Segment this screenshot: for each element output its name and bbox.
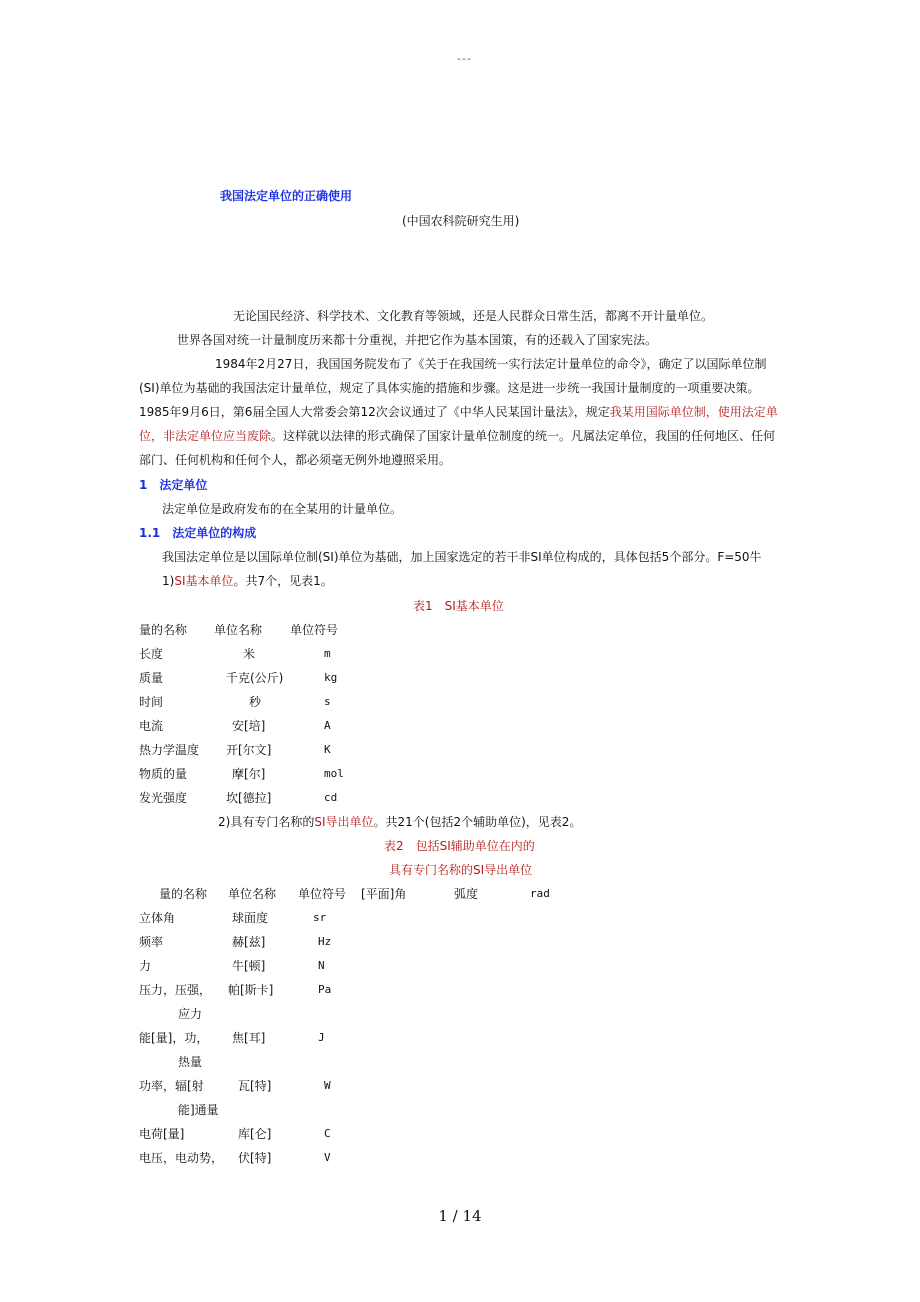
table-2-cell: J (318, 1031, 325, 1044)
table-1-cell: kg (324, 671, 338, 684)
table-1-header-unit: 单位名称 (214, 623, 263, 637)
table-2-cell: sr (313, 911, 327, 924)
table-2-cell: 赫[兹] (232, 935, 266, 949)
table-1-cell: 千克(公斤) (226, 671, 284, 685)
table-1-caption: 表1 SI基本单位 (413, 599, 504, 613)
table-2-cell: 球面度 (232, 911, 269, 925)
intro-paragraph-3-text-b: 。这样就以法律的形式确保了国家计量单位制度的统一。凡属法定单位，我国的任何地区、任何部门、任何机构和任何个人，都必须毫无例外地遵照采用。 (139, 429, 776, 467)
table-2-caption-line-2: 具有专门名称的SI导出单位 (389, 863, 533, 877)
document-subtitle: (中国农科院研究生用) (402, 214, 520, 228)
table-2-cell: Pa (318, 983, 332, 996)
table-1-cell: s (324, 695, 331, 708)
item-1-suffix: 。共7个，见表1。 (233, 574, 333, 588)
table-1-cell: 摩[尔] (232, 767, 266, 781)
document-title: 我国法定单位的正确使用 (220, 189, 353, 203)
section-1-1-heading: 1.1 法定单位的构成 (139, 526, 257, 540)
table-2-cell: V (324, 1151, 331, 1164)
table-2-cell: Hz (318, 935, 332, 948)
table-2-header-plane-angle: [平面]角 (361, 887, 407, 901)
table-2-cell: 力 (139, 959, 152, 973)
section-1-1-text: 我国法定单位是以国际单位制(SI)单位为基础，加上国家选定的若干非SI单位构成的，具体包括5个部分。F=50牛 (162, 550, 762, 564)
table-1-cell: K (324, 743, 331, 756)
table-2-cell: 压力，压强， (139, 983, 212, 997)
intro-paragraph-2: 世界各国对统一计量制度历来都十分重视，并把它作为基本国策，有的还载入了国家宪法。 (177, 333, 658, 347)
section-1-text: 法定单位是政府发布的在全某用的计量单位。 (162, 502, 403, 516)
table-2-cell: 功率，辐[射 (139, 1079, 204, 1093)
header-mark: --- (457, 52, 472, 65)
page-number: 1 / 14 (438, 1207, 482, 1225)
table-2-header-rad: rad (530, 887, 550, 900)
table-2-header-unit: 单位名称 (228, 887, 277, 901)
table-2-header-symbol: 单位符号 (298, 887, 347, 901)
item-1 (162, 573, 333, 589)
table-1-cell: 米 (243, 647, 256, 661)
table-1-cell: 物质的量 (139, 767, 188, 781)
intro-paragraph-1: 无论国民经济、科学技术、文化教育等领域，还是人民群众日常生活，都离不开计量单位。 (233, 309, 714, 323)
table-2-cell: C (324, 1127, 331, 1140)
table-1-header-quantity: 量的名称 (139, 623, 188, 637)
table-1-cell: 坎[德拉] (226, 791, 272, 805)
table-2-cell: 立体角 (139, 911, 176, 925)
table-2-cell: 牛[顿] (232, 959, 266, 973)
section-1-heading: 1 法定单位 (139, 478, 208, 492)
table-2-cell: 能[量]，功， (139, 1031, 209, 1045)
table-2-cell: 伏[特] (238, 1151, 272, 1165)
table-2-cell: 帕[斯卡] (228, 983, 274, 997)
item-2-highlight: SI导出单位 (314, 815, 374, 829)
table-2-cell: 电压，电动势， (139, 1151, 224, 1165)
table-1-cell: 热力学温度 (139, 743, 200, 757)
item-2 (218, 814, 581, 830)
table-1-cell: cd (324, 791, 338, 804)
table-1-cell: mol (324, 767, 344, 780)
table-2-cell: 热量 (178, 1055, 203, 1069)
table-1-cell: 时间 (139, 695, 164, 709)
intro-paragraph-3-text-a: 1984年2月27日，我国国务院发布了《关于在我国统一实行法定计量单位的命令》，确定了以国际单位制(SI)单位为基础的我国法定计量单位，规定了具体实施的措施和步骤。这是进一步统一我国计量制度的一项重要决策。1985年9月6日，第6届全国人大常委会第12次会议通过了《中华人民某国计量法》，规定 (139, 357, 767, 419)
table-2-cell: W (324, 1079, 331, 1092)
item-2-suffix: 。共21个(包括2个辅助单位)，见表2。 (373, 815, 582, 829)
table-2-cell: 应力 (178, 1007, 203, 1021)
table-2-cell: 焦[耳] (232, 1031, 266, 1045)
table-2-cell: N (318, 959, 325, 972)
item-1-highlight: SI基本单位 (174, 574, 234, 588)
item-1-prefix: 1) (162, 574, 175, 588)
intro-paragraph-3 (139, 352, 781, 472)
table-2-cell: 瓦[特] (238, 1079, 272, 1093)
intro-paragraph-3-highlight: 我某用国际单位制，使用法定单位，非法定单位应当废除 (139, 405, 778, 443)
table-1-cell: 电流 (139, 719, 164, 733)
table-2-caption-line-1: 表2 包括SI辅助单位在内的 (384, 839, 535, 853)
table-1-cell: m (324, 647, 331, 660)
item-2-prefix: 2)具有专门名称的 (218, 815, 315, 829)
table-2-header-radian: 弧度 (454, 887, 479, 901)
table-1-cell: A (324, 719, 331, 732)
table-2-cell: 库[仑] (238, 1127, 272, 1141)
table-2-cell: 频率 (139, 935, 164, 949)
table-2-cell: 能]通量 (178, 1103, 219, 1117)
table-1-cell: 质量 (139, 671, 164, 685)
table-2-cell: 电荷[量] (139, 1127, 185, 1141)
table-2-header-quantity: 量的名称 (159, 887, 208, 901)
table-1-cell: 开[尔文] (226, 743, 272, 757)
table-1-cell: 秒 (249, 695, 262, 709)
table-1-cell: 发光强度 (139, 791, 188, 805)
table-1-header-symbol: 单位符号 (290, 623, 339, 637)
table-1-cell: 安[培] (232, 719, 266, 733)
table-1-cell: 长度 (139, 647, 164, 661)
